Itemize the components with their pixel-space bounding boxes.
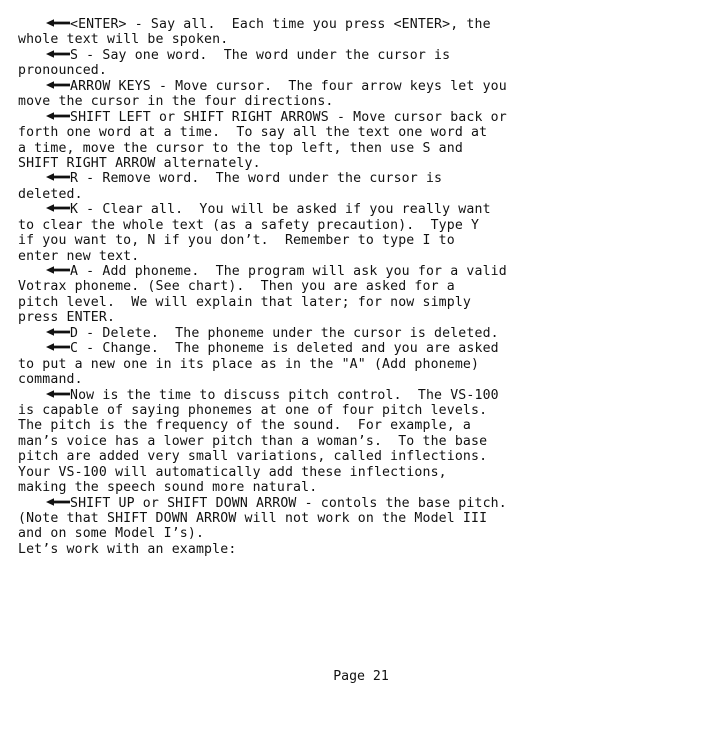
line-text: command. — [18, 372, 83, 388]
line-text: Your VS-100 will automatically add these inflections, — [18, 464, 447, 480]
arrow-left-icon — [46, 79, 70, 89]
text-line — [18, 94, 708, 109]
line-text: S - Say one word. The word under the cursor is — [70, 47, 451, 63]
line-text: move the cursor in the four directions. — [18, 94, 334, 110]
text-line — [18, 449, 708, 464]
arrow-left-icon — [46, 48, 70, 58]
text-line — [18, 233, 708, 248]
line-text: deleted. — [18, 186, 83, 202]
line-text: if you want to, N if you don’t. Remember to type I to — [18, 233, 455, 249]
line-text: and on some Model I’s). — [18, 526, 205, 542]
line-text: a time, move the cursor to the top left, then use S and — [18, 140, 463, 156]
line-text: SHIFT RIGHT ARROW alternately. — [18, 155, 261, 171]
paragraph-first-line — [18, 202, 708, 217]
line-text: The pitch is the frequency of the sound. For example, a — [18, 418, 472, 434]
text-line — [18, 480, 708, 495]
line-text: R - Remove word. The word under the cursor is — [70, 171, 443, 187]
line-text: forth one word at a time. To say all the text one word at — [18, 125, 488, 141]
line-text: Now is the time to discuss pitch control. The VS-100 — [70, 387, 499, 403]
arrow-left-icon — [46, 110, 70, 120]
arrow-left-icon — [46, 264, 70, 274]
text-line — [18, 141, 708, 156]
line-text: A - Add phoneme. The program will ask you for a valid — [70, 264, 507, 279]
paragraph-first-line — [18, 48, 708, 63]
text-line — [18, 218, 708, 233]
text-line — [18, 156, 708, 171]
paragraph-first-line — [18, 110, 708, 125]
text-line — [18, 125, 708, 140]
text-line — [18, 187, 708, 202]
paragraph-first-line — [18, 496, 708, 511]
line-text: whole text will be spoken. — [18, 32, 229, 48]
text-line — [18, 357, 708, 372]
arrow-left-icon — [46, 17, 70, 27]
arrow-left-icon — [46, 171, 70, 181]
text-line — [18, 249, 708, 264]
arrow-left-icon — [46, 341, 70, 351]
paragraph-first-line — [18, 388, 708, 403]
line-text: pitch level. We will explain that later; for now simply — [18, 294, 472, 310]
arrow-left-icon — [46, 388, 70, 398]
line-text: making the speech sound more natural. — [18, 480, 318, 496]
text-line — [18, 542, 708, 557]
text-line — [18, 511, 708, 526]
text-line — [18, 63, 708, 78]
text-line — [18, 418, 708, 433]
paragraph-first-line — [18, 264, 708, 279]
text-line — [18, 279, 708, 294]
line-text: press ENTER. — [18, 310, 116, 326]
page-number: Page 21 — [333, 669, 389, 684]
paragraph-first-line — [18, 326, 708, 341]
line-text: SHIFT LEFT or SHIFT RIGHT ARROWS - Move cursor back or — [70, 109, 507, 125]
arrow-left-icon — [46, 496, 70, 506]
text-line — [18, 372, 708, 387]
line-text: to put a new one in its place as in the "A" (Add phoneme) — [18, 356, 480, 372]
body-text — [18, 17, 708, 557]
text-line — [18, 465, 708, 480]
text-line — [18, 32, 708, 47]
arrow-left-icon — [46, 326, 70, 336]
line-text: man’s voice has a lower pitch than a woman’s. To the base — [18, 433, 488, 449]
line-text: D - Delete. The phoneme under the cursor is deleted. — [70, 325, 499, 341]
line-text: pronounced. — [18, 63, 107, 79]
text-line — [18, 434, 708, 449]
line-text: enter new text. — [18, 248, 140, 264]
line-text: <ENTER> - Say all. Each time you press <ENTER>, the — [70, 17, 491, 32]
line-text: Let’s work with an example: — [18, 541, 237, 557]
line-text: ARROW KEYS - Move cursor. The four arrow keys let you — [70, 78, 507, 94]
paragraph-first-line — [18, 79, 708, 94]
paragraph-first-line — [18, 171, 708, 186]
line-text: Votrax phoneme. (See chart). Then you are asked for a — [18, 279, 455, 295]
line-text: SHIFT UP or SHIFT DOWN ARROW - contols the base pitch. — [70, 495, 507, 511]
text-line — [18, 295, 708, 310]
line-text: to clear the whole text (as a safety precaution). Type Y — [18, 217, 480, 233]
line-text: C - Change. The phoneme is deleted and you are asked — [70, 341, 499, 357]
line-text: is capable of saying phonemes at one of four pitch levels. — [18, 402, 488, 418]
paragraph-first-line — [18, 341, 708, 356]
line-text: (Note that SHIFT DOWN ARROW will not work on the Model III — [18, 511, 488, 526]
paragraph-first-line — [18, 17, 708, 32]
line-text: K - Clear all. You will be asked if you really want — [70, 202, 491, 218]
line-text: pitch are added very small variations, called inflections. — [18, 449, 488, 465]
text-line — [18, 526, 708, 541]
text-line — [18, 403, 708, 418]
text-line — [18, 310, 708, 325]
arrow-left-icon — [46, 202, 70, 212]
